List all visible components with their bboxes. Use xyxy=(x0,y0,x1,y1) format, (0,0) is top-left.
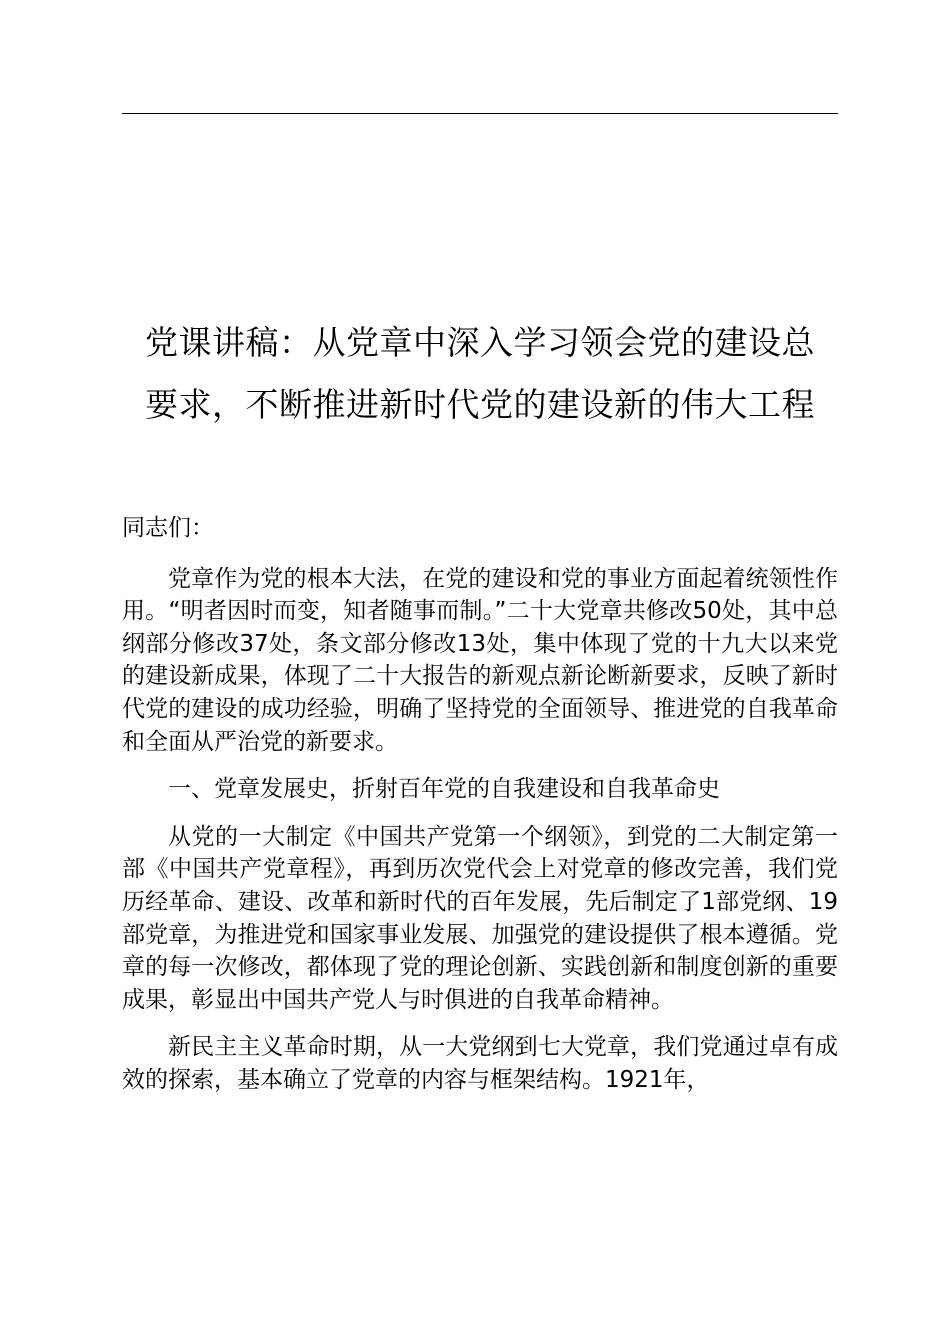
section-heading-1: 一、党章发展史，折射百年党的自我建设和自我革命史 xyxy=(168,776,720,803)
paragraph-intro: 党章作为党的根本大法，在党的建设和党的事业方面起着统领性作用。“明者因时而变，知者随事而制。”二十大党章共修改50处，其中总纲部分修改37处，条文部分修改13处，集中体现了党的十九大以来党的建设新成果，体现了二十大报告的新观点新论断新要求，反映了新时代党的建设的成功经验，明确了坚持党的全面领导、推进党的自我革命和全面从严治党的新要求。 xyxy=(122,565,838,755)
title-line-2: 要求，不断推进新时代党的建设新的伟大工程 xyxy=(145,385,815,424)
document-body xyxy=(122,512,838,1112)
document-title xyxy=(118,312,842,436)
salutation: 同志们： xyxy=(122,515,214,541)
paragraph-new-democratic: 新民主主义革命时期，从一大党纲到七大党章，我们党通过卓有成效的探索，基本确立了党章的内容与框架结构。1921年， xyxy=(122,1034,838,1093)
title-line-1: 党课讲稿：从党章中深入学习领会党的建设总 xyxy=(145,323,815,362)
header-rule xyxy=(122,113,838,114)
paragraph-history: 从党的一大制定《中国共产党第一个纲领》，到党的二大制定第一部《中国共产党章程》，再到历次党代会上对党章的修改完善，我们党历经革命、建设、改革和新时代的百年发展，先后制定了1部党纲、19部党章，为推进党和国家事业发展、加强党的建设提供了根本遵循。党章的每一次修改，都体现了党的理论创新、实践创新和制度创新的重要成果，彰显出中国共产党人与时俱进的自我革命精神。 xyxy=(122,823,838,1013)
